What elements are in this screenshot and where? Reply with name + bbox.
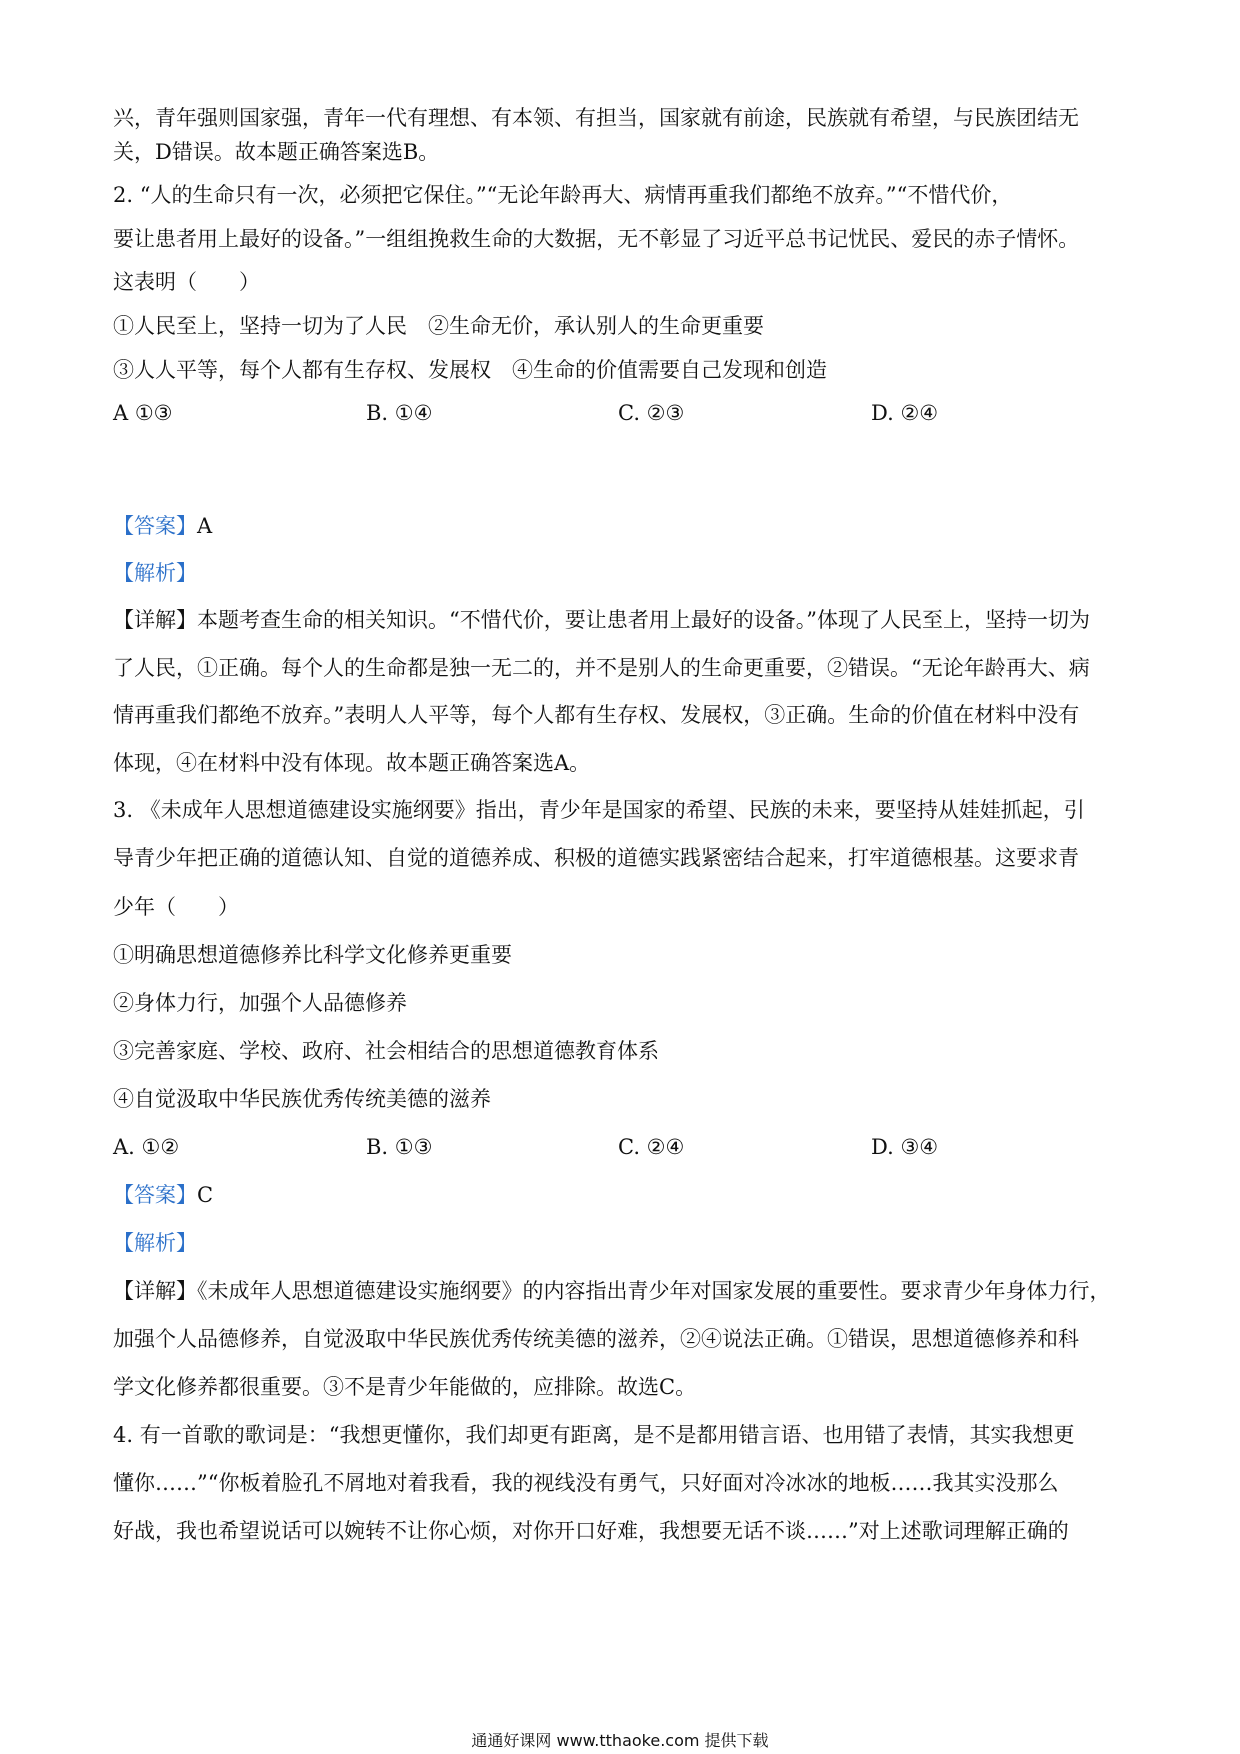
q3-option-c: C. ②④ xyxy=(618,1135,685,1159)
q3-stem-line-2: 导青少年把正确的道德认知、自觉的道德养成、积极的道德实践紧密结合起来，打牢道德根基。这要求青 xyxy=(113,846,1079,870)
q2-option-d: D. ②④ xyxy=(871,401,939,425)
q3-choice-item-2: ②身体力行，加强个人品德修养 xyxy=(113,991,407,1015)
q3-stem-line-3: 少年（ ） xyxy=(113,895,239,919)
q3-choice-item-1: ①明确思想道德修养比科学文化修养更重要 xyxy=(113,943,512,967)
q3-detail-line-2: 加强个人品德修养，自觉汲取中华民族优秀传统美德的滋养，②④说法正确。①错误，思想道德修养和科 xyxy=(113,1327,1079,1351)
q2-detail-line-2: 了人民，①正确。每个人的生命都是独一无二的，并不是别人的生命更重要，②错误。“无论年龄再大、病 xyxy=(113,656,1090,680)
detail-tag: 【详解】 xyxy=(113,1279,197,1303)
q3-option-a: A. ①② xyxy=(113,1135,180,1159)
answer-value: A xyxy=(197,514,213,538)
q4-stem-line-2: 懂你……”“你板着脸孔不屑地对着我看，我的视线没有勇气，只好面对冷冰冰的地板……我其实没那么 xyxy=(113,1471,1059,1495)
q3-choice-item-4: ④自觉汲取中华民族优秀传统美德的滋养 xyxy=(113,1087,491,1111)
q2-option-a: A ①③ xyxy=(113,401,173,425)
q4-stem-line-1: 4. 有一首歌的歌词是：“我想更懂你，我们却更有距离，是不是都用错言语、也用错了表情，其实我想更 xyxy=(113,1423,1075,1447)
q3-option-b: B. ①③ xyxy=(366,1135,433,1159)
q2-option-b: B. ①④ xyxy=(366,401,433,425)
q2-detail-line-1 xyxy=(113,605,1133,635)
answer-value: C xyxy=(197,1183,214,1207)
q3-stem-line-1: 3. 《未成年人思想道德建设实施纲要》指出，青少年是国家的希望、民族的未来，要坚持从娃娃抓起，引 xyxy=(113,798,1085,822)
detail-text: 《未成年人思想道德建设实施纲要》的内容指出青少年对国家发展的重要性。要求青少年身体力行， xyxy=(197,1279,1111,1303)
q2-option-c: C. ②③ xyxy=(618,401,685,425)
answer-tag: 【答案】 xyxy=(113,1183,197,1207)
intro-line-2: 关，D错误。故本题正确答案选B。 xyxy=(113,140,440,164)
q2-detail-line-4: 体现，④在材料中没有体现。故本题正确答案选A。 xyxy=(113,751,591,775)
q3-answer xyxy=(113,1180,1133,1210)
q2-detail-line-3: 情再重我们都绝不放弃。”表明人人平等，每个人都有生存权、发展权，③正确。生命的价值在材料中没有 xyxy=(113,703,1080,727)
intro-line-1: 兴，青年强则国家强，青年一代有理想、有本领、有担当，国家就有前途，民族就有希望，与民族团结无 xyxy=(113,106,1079,130)
q3-option-d: D. ③④ xyxy=(871,1135,939,1159)
q2-stem-line-1: 2. “人的生命只有一次，必须把它保住。”“无论年龄再大、病情再重我们都绝不放弃。”“不惜代价， xyxy=(113,183,1013,207)
analysis-tag: 【解析】 xyxy=(113,561,197,585)
q3-choice-item-3: ③完善家庭、学校、政府、社会相结合的思想道德教育体系 xyxy=(113,1039,659,1063)
q3-analysis-heading xyxy=(113,1228,1133,1258)
q3-detail-line-3: 学文化修养都很重要。③不是青少年能做的，应排除。故选C。 xyxy=(113,1375,697,1399)
page-footer: 通通好课网 www.tthaoke.com 提供下载 xyxy=(471,1731,769,1750)
q2-stem-line-2: 要让患者用上最好的设备。”一组组挽救生命的大数据，无不彰显了习近平总书记忧民、爱民的赤子情怀。 xyxy=(113,227,1080,251)
detail-tag: 【详解】 xyxy=(113,608,197,632)
answer-tag: 【答案】 xyxy=(113,514,197,538)
q2-choice-item-1: ①人民至上，坚持一切为了人民 ②生命无价，承认别人的生命更重要 xyxy=(113,314,764,338)
q4-stem-line-3: 好战，我也希望说话可以婉转不让你心烦，对你开口好难，我想要无话不谈……”对上述歌词理解正确的 xyxy=(113,1519,1069,1543)
analysis-tag: 【解析】 xyxy=(113,1231,197,1255)
detail-text: 本题考查生命的相关知识。“不惜代价，要让患者用上最好的设备。”体现了人民至上，坚持一切为 xyxy=(197,608,1090,632)
q2-stem-line-3: 这表明（ ） xyxy=(113,270,260,294)
q2-choice-item-2: ③人人平等，每个人都有生存权、发展权 ④生命的价值需要自己发现和创造 xyxy=(113,358,827,382)
q2-answer xyxy=(113,511,1133,541)
q2-analysis-heading xyxy=(113,558,1133,588)
q3-detail-line-1 xyxy=(113,1276,1133,1306)
